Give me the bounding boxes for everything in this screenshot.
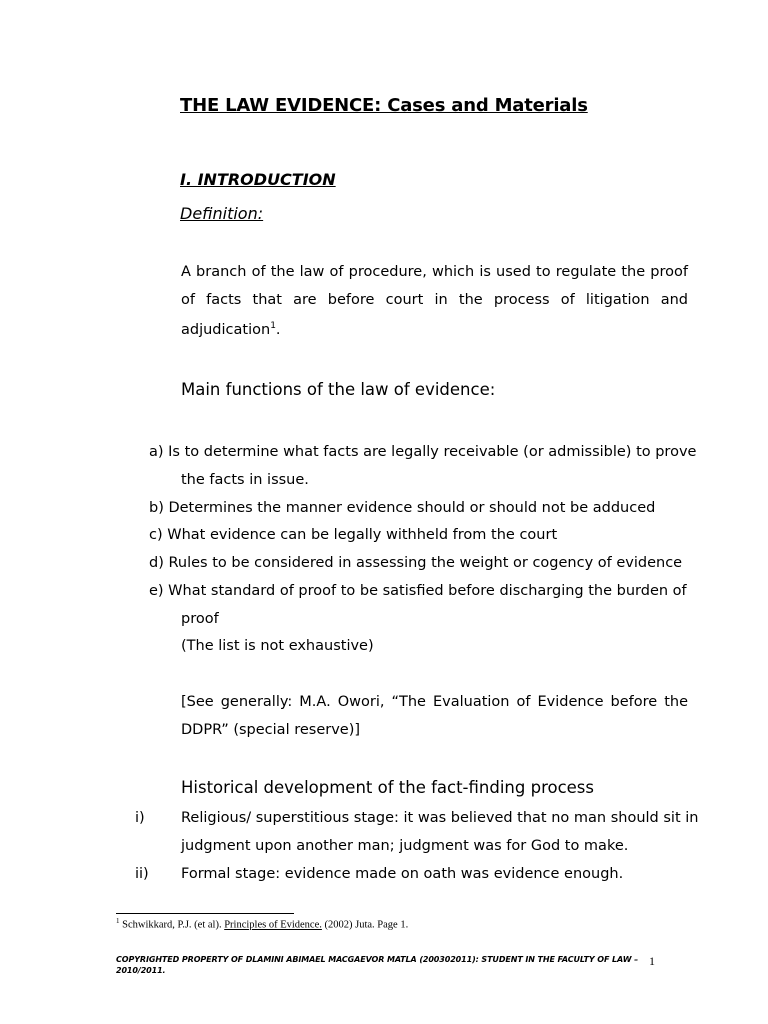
function-e-line-2: proof	[181, 611, 219, 627]
footnote-marker: 1	[116, 917, 120, 925]
stage-i-number: i)	[135, 810, 145, 826]
function-a-line-2: the facts in issue.	[181, 472, 309, 488]
stage-ii-line-1: Formal stage: evidence made on oath was evidence enough.	[181, 866, 624, 882]
page-number: 1	[649, 954, 655, 968]
function-c: c) What evidence can be legally withheld from the court	[149, 527, 558, 543]
footnote-book-title: Principles of Evidence.	[224, 919, 322, 931]
definition-last-text: adjudication	[181, 321, 271, 338]
main-functions-heading: Main functions of the law of evidence:	[181, 380, 496, 399]
footnote-separator	[116, 913, 294, 914]
list-note: (The list is not exhaustive)	[181, 638, 374, 654]
section-heading: I. INTRODUCTION	[180, 170, 336, 189]
stage-i-line-2: judgment upon another man; judgment was for God to make.	[181, 838, 629, 854]
definition-label: Definition:	[180, 204, 264, 223]
footnote	[116, 917, 408, 931]
function-e-line-1: e) What standard of proof to be satisfied before discharging the burden of	[149, 583, 687, 599]
definition-line-3: adjudication$^1$.	[181, 321, 281, 338]
document-title: THE LAW EVIDENCE: Cases and Materials	[180, 95, 588, 116]
footnote-author: Schwikkard, P.J. (et al).	[119, 919, 225, 931]
see-generally-line-1: [See generally: M.A. Owori, “The Evaluation of Evidence before the	[181, 694, 688, 710]
function-d: d) Rules to be considered in assessing the weight or cogency of evidence	[149, 555, 683, 571]
definition-line-1: A branch of the law of procedure, which is used to regulate the proof	[181, 264, 688, 280]
footnote-publication: (2002) Juta. Page 1.	[321, 919, 409, 931]
function-a-line-1: a) Is to determine what facts are legally receivable (or admissible) to prove	[149, 444, 697, 460]
stage-ii-number: ii)	[135, 866, 149, 882]
footnote-ref: 1	[270, 321, 276, 331]
copyright-line-1: COPYRIGHTED PROPERTY OF DLAMINI ABIMAEL MACGAEVOR MATLA (200302011): STUDENT IN THE FACULTY OF LAW –	[116, 955, 638, 964]
function-b: b) Determines the manner evidence should or should not be adduced	[149, 500, 656, 516]
see-generally-line-2: DDPR” (special reserve)]	[181, 722, 361, 738]
stage-i-line-1: Religious/ superstitious stage: it was believed that no man should sit in	[181, 810, 699, 826]
historical-heading: Historical development of the fact-finding process	[181, 778, 594, 797]
definition-line-2: of facts that are before court in the process of litigation and	[181, 292, 688, 308]
copyright-line-2: 2010/2011.	[116, 966, 166, 975]
